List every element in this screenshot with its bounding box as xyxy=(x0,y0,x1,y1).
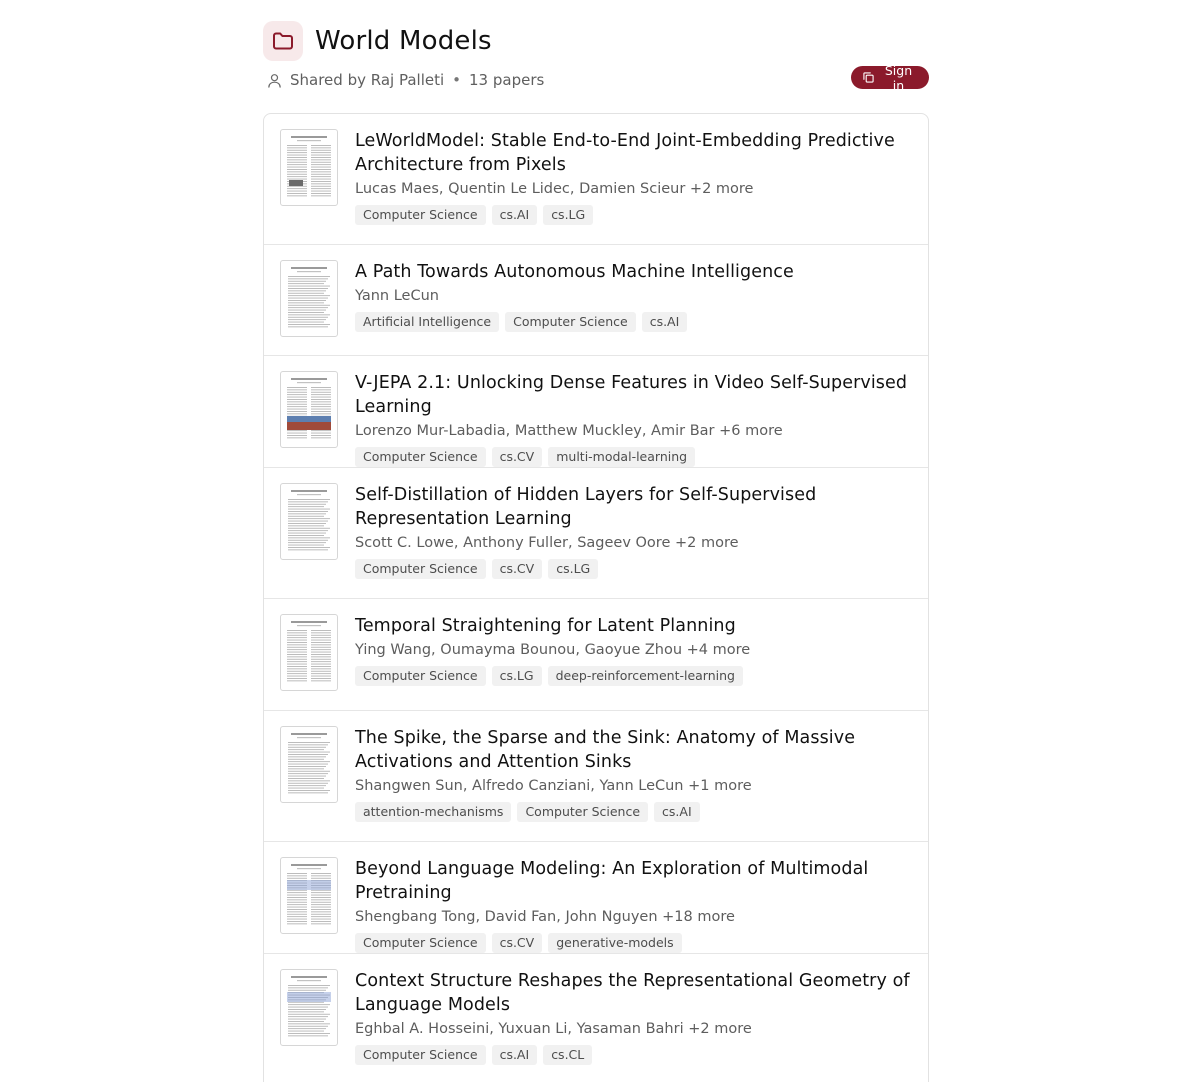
paper-item[interactable] xyxy=(264,114,928,245)
sign-in-label: Sign in xyxy=(884,62,913,93)
paper-tag[interactable]: Computer Science xyxy=(355,205,486,225)
paper-item[interactable] xyxy=(264,954,928,1082)
paper-authors: Yann LeCun xyxy=(355,288,439,304)
paper-authors: Lucas Maes, Quentin Le Lidec, Damien Scieur +2 more xyxy=(355,181,754,197)
paper-tag[interactable]: generative-models xyxy=(548,933,681,953)
paper-title[interactable]: A Path Towards Autonomous Machine Intelligence xyxy=(355,262,794,282)
paper-content xyxy=(355,129,915,225)
paper-tag[interactable]: deep-reinforcement-learning xyxy=(548,666,743,686)
paper-title[interactable]: LeWorldModel: Stable End-to-End Joint-Embedding Predictive Architecture from Pixels xyxy=(355,131,895,175)
paper-tag[interactable]: Artificial Intelligence xyxy=(355,312,499,332)
paper-tag[interactable]: Computer Science xyxy=(355,1045,486,1065)
paper-tags xyxy=(355,802,915,822)
paper-tags xyxy=(355,312,915,332)
paper-thumbnail[interactable] xyxy=(280,614,338,691)
paper-tag[interactable]: cs.CL xyxy=(543,1045,592,1065)
paper-item[interactable] xyxy=(264,245,928,356)
paper-content xyxy=(355,857,915,953)
person-icon xyxy=(267,73,282,88)
collection-meta xyxy=(267,69,544,91)
paper-thumbnail[interactable] xyxy=(280,857,338,934)
paper-tags xyxy=(355,559,915,579)
paper-authors: Lorenzo Mur-Labadia, Matthew Muckley, Amir Bar +6 more xyxy=(355,423,783,439)
paper-title[interactable]: The Spike, the Sparse and the Sink: Anatomy of Massive Activations and Attention Sinks xyxy=(355,728,856,772)
paper-tag[interactable]: Computer Science xyxy=(355,559,486,579)
paper-tag[interactable]: cs.AI xyxy=(642,312,688,332)
paper-item[interactable] xyxy=(264,468,928,599)
paper-thumbnail[interactable] xyxy=(280,969,338,1046)
paper-tag[interactable]: cs.LG xyxy=(548,559,598,579)
paper-thumbnail[interactable] xyxy=(280,260,338,337)
paper-tags xyxy=(355,205,915,225)
paper-tag[interactable]: Computer Science xyxy=(355,447,486,467)
paper-tag[interactable]: cs.AI xyxy=(492,205,538,225)
paper-tag[interactable]: Computer Science xyxy=(355,933,486,953)
paper-tag[interactable]: cs.CV xyxy=(492,933,543,953)
paper-tag[interactable]: Computer Science xyxy=(355,666,486,686)
paper-thumbnail[interactable] xyxy=(280,371,338,448)
paper-title[interactable]: Beyond Language Modeling: An Exploration of Multimodal Pretraining xyxy=(355,859,869,903)
paper-tag[interactable]: cs.LG xyxy=(543,205,593,225)
paper-thumbnail[interactable] xyxy=(280,129,338,206)
paper-title[interactable]: Temporal Straightening for Latent Planning xyxy=(355,616,736,636)
paper-tag[interactable]: cs.LG xyxy=(492,666,542,686)
paper-thumbnail[interactable] xyxy=(280,483,338,560)
folder-icon xyxy=(263,21,303,61)
paper-content xyxy=(355,614,915,686)
paper-authors: Shengbang Tong, David Fan, John Nguyen +18 more xyxy=(355,909,735,925)
paper-tags xyxy=(355,933,915,953)
paper-title[interactable]: Context Structure Reshapes the Representational Geometry of Language Models xyxy=(355,971,910,1015)
paper-tag[interactable]: cs.CV xyxy=(492,559,543,579)
paper-authors: Eghbal A. Hosseini, Yuxuan Li, Yasaman Bahri +2 more xyxy=(355,1021,752,1037)
paper-tags xyxy=(355,666,915,686)
paper-content xyxy=(355,969,915,1065)
copy-icon xyxy=(863,72,874,83)
paper-tags xyxy=(355,447,915,467)
paper-authors: Scott C. Lowe, Anthony Fuller, Sageev Oore +2 more xyxy=(355,535,739,551)
paper-tag[interactable]: attention-mechanisms xyxy=(355,802,511,822)
shared-by-text: Shared by Raj Palleti xyxy=(290,71,445,89)
paper-tag[interactable]: cs.AI xyxy=(492,1045,538,1065)
paper-authors: Ying Wang, Oumayma Bounou, Gaoyue Zhou +4 more xyxy=(355,642,751,658)
page-title: World Models xyxy=(315,26,492,56)
paper-item[interactable] xyxy=(264,711,928,842)
paper-title[interactable]: Self-Distillation of Hidden Layers for Self-Supervised Representation Learning xyxy=(355,485,817,529)
paper-item[interactable] xyxy=(264,842,928,954)
paper-list xyxy=(263,113,929,1082)
paper-authors: Shangwen Sun, Alfredo Canziani, Yann LeCun +1 more xyxy=(355,778,752,794)
paper-tags xyxy=(355,1045,915,1065)
paper-tag[interactable]: Computer Science xyxy=(505,312,636,332)
paper-content xyxy=(355,371,915,467)
paper-item[interactable] xyxy=(264,599,928,711)
paper-tag[interactable]: cs.CV xyxy=(492,447,543,467)
sign-in-button[interactable] xyxy=(851,62,929,93)
paper-content xyxy=(355,726,915,822)
paper-tag[interactable]: multi-modal-learning xyxy=(548,447,695,467)
paper-item[interactable] xyxy=(264,356,928,468)
paper-count: 13 papers xyxy=(469,71,545,89)
paper-title[interactable]: V-JEPA 2.1: Unlocking Dense Features in Video Self-Supervised Learning xyxy=(355,373,908,417)
meta-separator: • xyxy=(452,71,461,89)
paper-thumbnail[interactable] xyxy=(280,726,338,803)
paper-tag[interactable]: Computer Science xyxy=(517,802,648,822)
paper-content xyxy=(355,260,915,332)
paper-tag[interactable]: cs.AI xyxy=(654,802,700,822)
paper-content xyxy=(355,483,915,579)
